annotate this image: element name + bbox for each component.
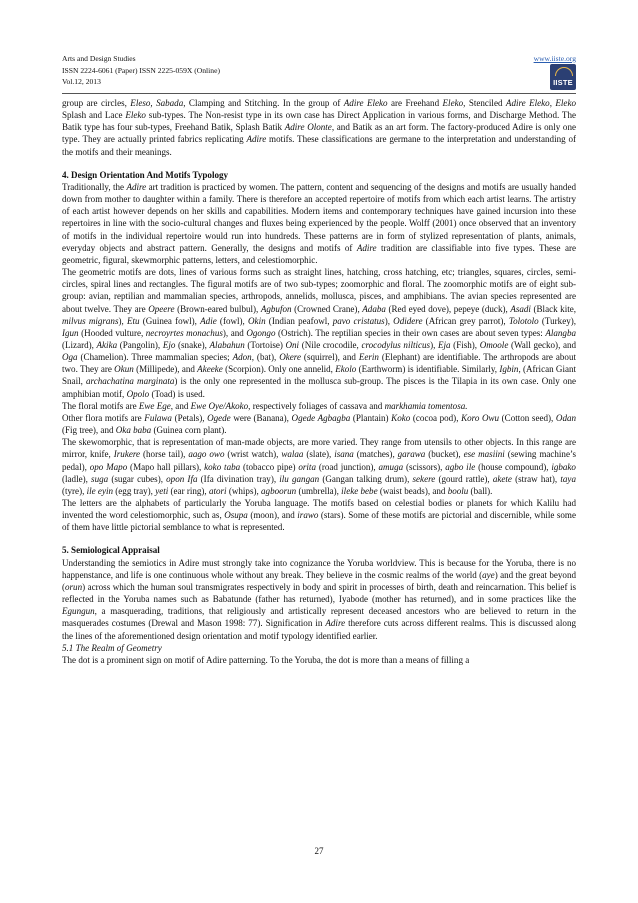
paragraph-geometric-figural: The geometric motifs are dots, lines of various forms such as straight lines, hatching, cross hatching, etc; triangles, squares, circles, semi-circles, spiral lines and rectangles. The figural motifs are of two sub-types; zoomorphic and floral. The zoomorphic motifs are of eight sub-group: avian, reptilian and mammalian species, arthropods, annelids, mollusca, pisces, and amphibians. The avian species represented are about twelve. They are Opeere (Brown-eared bulbul), Agbufon (Crowned Crane), Adaba (Red eyed dove), pepeye (duck), Asadi (Black kite, milvus migrans), Etu (Guinea fowl), Adie (fowl), Okin (Indian peafowl, pavo cristatus), Odidere (African grey parrot), Tolotolo (Turkey), Igun (Hooded vulture, necroyrtes monachus), and Ogongo (Ostrich). The reptilian species in their own cases are about seven types: Alangba (Lizard), Akika (Pangolin), Ejo (snake), Alabahun (Tortoise) Oni (Nile crocodile, crocodylus nilticus), Eja (Fish), Omoole (Wall gecko), and Oga (Chamelion). Three mammalian species; Adon, (bat), Okere (squirrel), and Eerin (Elephant) are identifiable. The arthropods are about two. They are Okun (Millipede), and Akeeke (Scorpion). Only one annelid, Ekolo (Earthworm) is identifiable. Similarly, Igbin, (African Giant Snail, archachatina marginata) is the only one represented in the mollusca sub-group. The pisces is the Tilapia in its own case. Only one amphibian motif, Opolo (Toad) is used. — [62, 267, 577, 399]
journal-name: Arts and Design Studies — [62, 54, 136, 63]
paragraph-tradition: Traditionally, the Adire art tradition is practiced by women. The pattern, content and sequencing of the designs and motifs are usually handed down from mother to daughter within a family. There is therefore an accepted repertoire of motifs from which each artist learns. The artistry of each artist however depends on her skills and capabilities. Modern items and contemporary techniques have gained incursion into these repertoires in line with the socio-cultural changes and fluxes being experienced by the people. Wolff (2001) once observed that an inventory of motifs in the individual repertoire would run into hundreds. These patterns are in form of stylized representation of plants, animals, everyday objects and abstract pattern. Generally, the designs and motifs of Adire tradition are classifiable into five types. These are geometric, figural, skewmorphic patterns, letters, and celestiomorphic. — [62, 181, 577, 265]
subsection-heading-5-1: 5.1 The Realm of Geometry — [62, 642, 162, 653]
section-spacer — [62, 533, 576, 544]
section-heading-4: 4. Design Orientation And Motifs Typology — [62, 169, 229, 180]
journal-url-link[interactable]: www.iiste.org — [533, 54, 576, 63]
paragraph-flora-other: Other flora motifs are Fulawa (Petals), Ogede were (Banana), Ogede Agbagba (Plantain) Koko (cocoa pod), Koro Owu (Cotton seed), Odan (Fig tree), and Oka baba (Guinea corn plant). — [62, 412, 577, 436]
logo-text: IISTE — [553, 78, 573, 87]
paragraph-letters-celestial: The letters are the alphabets of particularly the Yoruba language. The motifs based on celestial bodies or planets for which Kalilu had invented the word celestiomorphic, such as, Osupa (moon), and irawo (stars). Some of these motifs are pictorial and discernible, while some of them have little pictorial semblance to what is represented. — [62, 498, 576, 533]
section-heading-5: 5. Semiological Appraisal — [62, 545, 160, 556]
logo-arc-icon — [555, 67, 573, 76]
article-body — [62, 97, 576, 666]
section-spacer — [62, 158, 576, 169]
header-divider — [62, 93, 576, 94]
paragraph-floral: The floral motifs are Ewe Ege, and Ewe Oye/Akoko, respectively foliages of cassava and markhamia tomentosa. — [62, 400, 468, 411]
volume-line: Vol.12, 2013 — [62, 77, 101, 86]
page-number: 27 — [314, 846, 324, 856]
paragraph-skewomorphic: The skewomorphic, that is representation of man-made objects, are more varied. They range from utensils to other objects. In this range are mirror, knife, Irukere (horse tail), aago owo (wrist watch), walaa (slate), isana (matches), garawa (bucket), ese masiini (sewing machine’s pedal), opo Mapo (Mapo hall pillars), koko taba (tobacco pipe) orita (road junction), amuga (scissors), agbo ile (house compound), igbako (ladle), suga (sugar cubes), opon Ifa (Ifa divination tray), ilu gangan (Gangan talking drum), sekere (gourd rattle), akete (straw hat), taya (tyre), ile eyin (egg tray), yeti (ear ring), atori (whips), agboorun (umbrella), ileke bebe (waist beads), and boolu (ball). — [62, 437, 576, 496]
paragraph-dot: The dot is a prominent sign on motif of Adire patterning. To the Yoruba, the dot is more than a means of filling a — [62, 654, 470, 665]
iiste-logo — [550, 64, 576, 90]
paragraph-semiotics: Understanding the semiotics in Adire must strongly take into cognizance the Yoruba worldview. This is because for the Yoruba, there is no happenstance, and life is one continuous whole without any break. They believe in the cosmic realms of the world (aye) and the great beyond (orun) across which the human soul transmigrates respectively in body and spirit in processes of birth, death and reincarnation. This belief is reflected in the Yoruba names such as Babatunde (father has returned), Iyabode (mother has returned), and in some practices like the Egungun, a masquerading, traditions, that religiously and artistically represent deceased ancestors who are believed to return in the masquerades costumes (Drewal and Mason 1998: 77). Signification in Adire therefore cuts across different realms. This is discussed along the lines of the aforementioned design orientation and motif typology identified earlier. — [62, 557, 576, 641]
issn-line: ISSN 2224-6061 (Paper) ISSN 2225-059X (Online) — [62, 65, 220, 75]
paragraph-classifications: group are circles, Eleso, Sabada, Clamping and Stitching. In the group of Adire Eleko are Freehand Eleko, Stenciled Adire Eleko, Eleko Splash and Lace Eleko sub-types. The Non-resist type in its own case has Direct Application in various forms, and Discharge Method. The Batik type has four sub-types, Freehand Batik, Splash Batik Adire Olonte, and Batik as an art form. The factory-produced Adire is only one type. They are actually printed fabrics replicating Adire motifs. These classifications are germane to the interpretation and understanding of the motifs and their meanings. — [62, 98, 576, 157]
running-header — [62, 53, 576, 88]
